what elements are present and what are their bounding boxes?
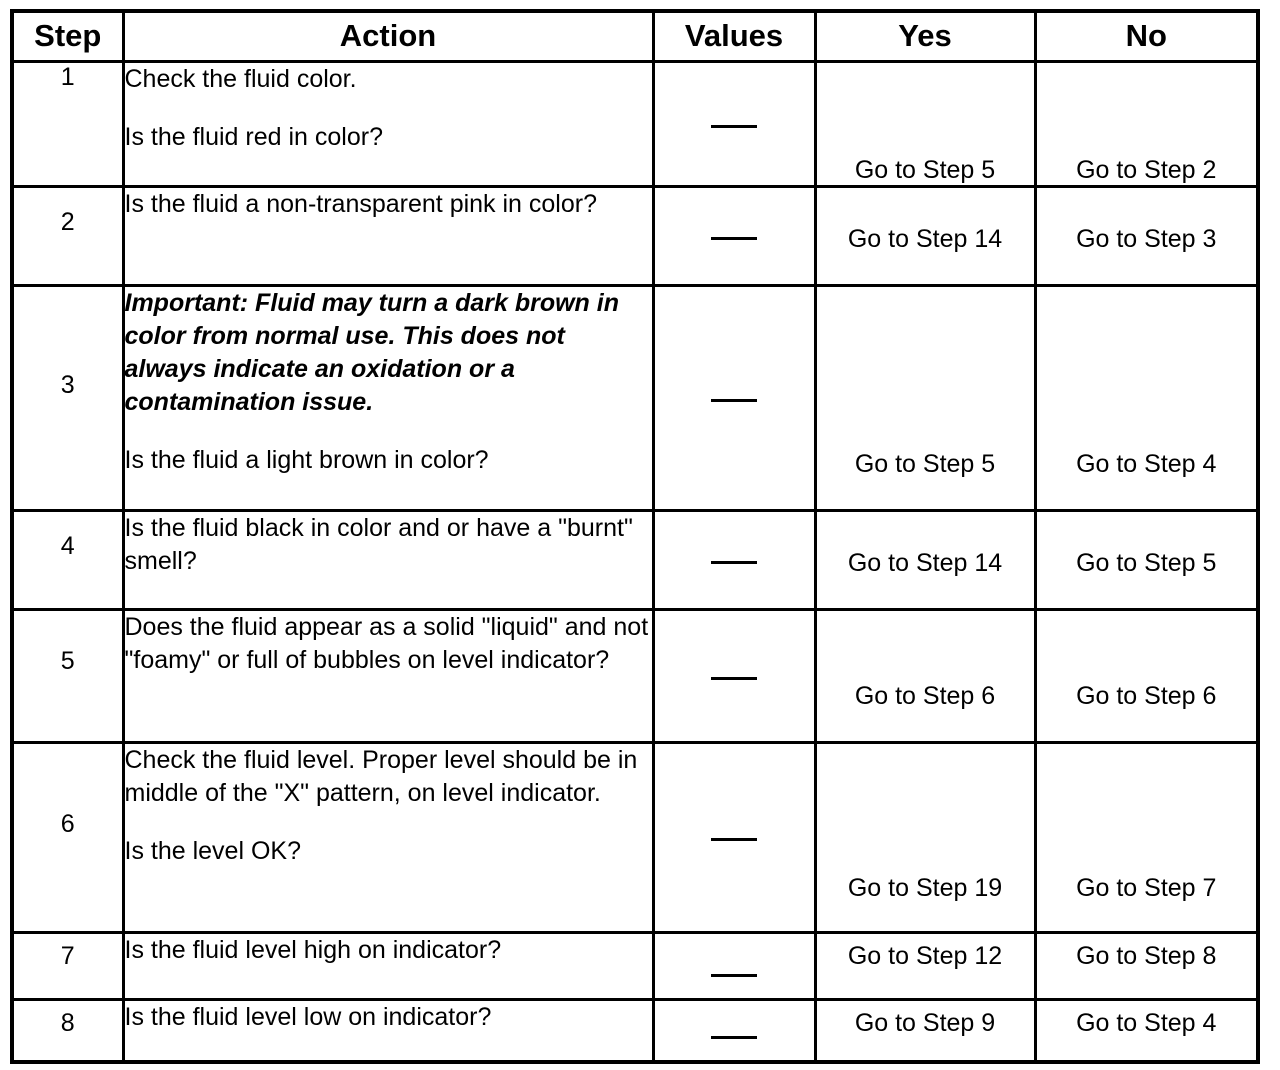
action-intro: Check the fluid level. Proper level should be in middle of the "X" pattern, on level indicator.: [124, 745, 638, 807]
value-dash: [711, 838, 757, 841]
table-row: [12, 61, 1258, 186]
action-cell: [123, 186, 653, 285]
value-dash: [711, 561, 757, 564]
action-cell: [123, 510, 653, 609]
table-row: [12, 186, 1258, 285]
yes-cell: Go to Step 12: [815, 932, 1035, 999]
values-cell: [653, 285, 815, 510]
values-cell: [653, 61, 815, 186]
value-dash: [711, 125, 757, 128]
values-cell: [653, 510, 815, 609]
yes-cell: Go to Step 14: [815, 186, 1035, 285]
yes-cell: Go to Step 5: [815, 285, 1035, 510]
step-number: 4: [12, 510, 123, 609]
step-number: 7: [12, 932, 123, 999]
no-cell: Go to Step 2: [1035, 61, 1258, 186]
yes-cell: Go to Step 19: [815, 742, 1035, 932]
no-cell: Go to Step 8: [1035, 932, 1258, 999]
action-cell: [123, 742, 653, 932]
action-question: Is the level OK?: [124, 836, 301, 865]
action-cell: [123, 999, 653, 1062]
table-row: [12, 742, 1258, 932]
no-cell: Go to Step 4: [1035, 285, 1258, 510]
step-number: 8: [12, 999, 123, 1062]
action-cell: [123, 609, 653, 742]
diagnostic-table: [10, 9, 1260, 1064]
value-dash: [711, 1036, 757, 1039]
no-cell: Go to Step 4: [1035, 999, 1258, 1062]
table-row: [12, 609, 1258, 742]
step-number: 3: [12, 285, 123, 510]
no-cell: Go to Step 5: [1035, 510, 1258, 609]
no-cell: Go to Step 6: [1035, 609, 1258, 742]
header-values: Values: [653, 11, 815, 61]
value-dash: [711, 974, 757, 977]
action-question: Does the fluid appear as a solid "liquid" and not "foamy" or full of bubbles on level indicator?: [124, 612, 649, 674]
action-question: Is the fluid a non-transparent pink in color?: [124, 189, 597, 218]
action-question: Is the fluid red in color?: [124, 122, 383, 151]
step-number: 5: [12, 609, 123, 742]
action-question: Is the fluid level low on indicator?: [124, 1002, 492, 1031]
yes-cell: Go to Step 6: [815, 609, 1035, 742]
table-row: [12, 999, 1258, 1062]
header-row: [12, 11, 1258, 61]
no-cell: Go to Step 3: [1035, 186, 1258, 285]
table-row: [12, 285, 1258, 510]
yes-cell: Go to Step 5: [815, 61, 1035, 186]
values-cell: [653, 932, 815, 999]
header-step: Step: [12, 11, 123, 61]
action-intro: Check the fluid color.: [124, 64, 357, 93]
header-action: Action: [123, 11, 653, 61]
value-dash: [711, 399, 757, 402]
header-yes: Yes: [815, 11, 1035, 61]
action-cell: [123, 932, 653, 999]
no-cell: Go to Step 7: [1035, 742, 1258, 932]
action-question: Is the fluid level high on indicator?: [124, 935, 502, 964]
header-no: No: [1035, 11, 1258, 61]
step-number: 6: [12, 742, 123, 932]
action-question: Is the fluid black in color and or have a "burnt" smell?: [124, 513, 633, 575]
important-note: Important: Fluid may turn a dark brown in color from normal use. This does not always indicate an oxidation or a contamination issue.: [124, 288, 619, 416]
yes-cell: Go to Step 14: [815, 510, 1035, 609]
value-dash: [711, 237, 757, 240]
values-cell: [653, 742, 815, 932]
yes-cell: Go to Step 9: [815, 999, 1035, 1062]
table-row: [12, 932, 1258, 999]
value-dash: [711, 677, 757, 680]
values-cell: [653, 609, 815, 742]
values-cell: [653, 186, 815, 285]
step-number: 2: [12, 186, 123, 285]
table-row: [12, 510, 1258, 609]
action-cell: [123, 61, 653, 186]
action-cell: [123, 285, 653, 510]
action-question: Is the fluid a light brown in color?: [124, 445, 489, 474]
step-number: 1: [12, 61, 123, 186]
values-cell: [653, 999, 815, 1062]
